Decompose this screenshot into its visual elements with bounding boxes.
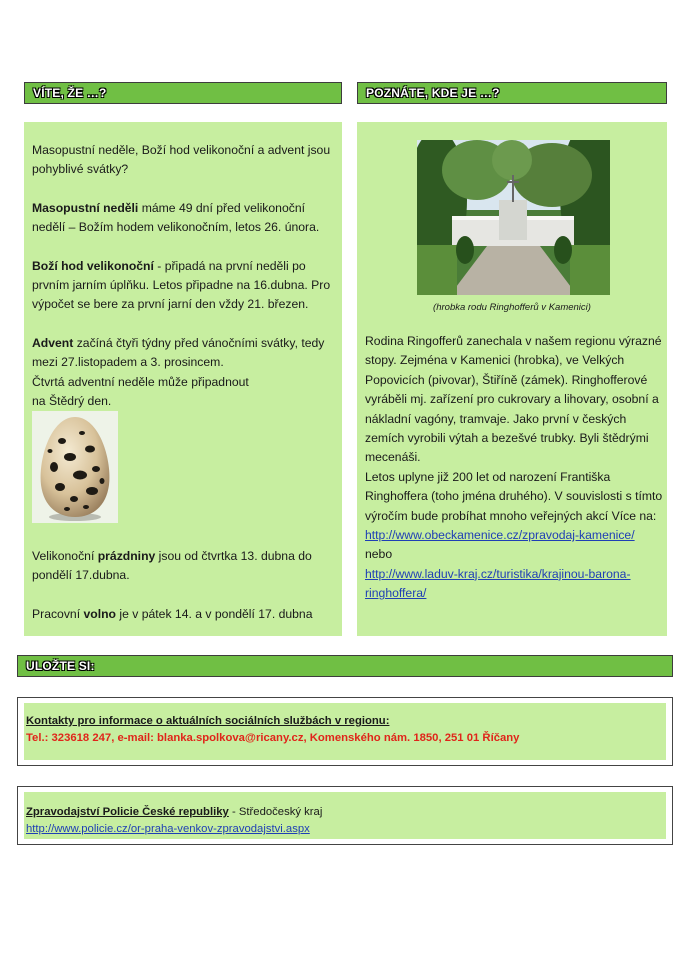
link-policie[interactable]: http://www.policie.cz/or-praha-venkov-zpravodajstvi.aspx bbox=[26, 823, 310, 835]
masopust-paragraph: Masopustní neděli máme 49 dní před velikonoční nedělí – Božím hodem velikonočním, letos 26. února. bbox=[32, 200, 320, 235]
photo-caption: (hrobka rodu Ringhofferů v Kamenici) bbox=[433, 302, 591, 313]
police-news-title: Zpravodajství Policie České republiky - Středočeský kraj bbox=[26, 806, 323, 818]
tomb-photo bbox=[417, 140, 610, 295]
social-services-title: Kontakty pro informace o aktuálních sociálních službách v regionu: bbox=[26, 715, 390, 727]
section-header-ulozte-si: ULOŽTE SI: bbox=[17, 655, 673, 677]
link-laduv-kraj[interactable]: http://www.laduv-kraj.cz/turistika/krajinou-barona-ringhoffera/ bbox=[365, 566, 631, 601]
social-services-box bbox=[17, 697, 673, 766]
social-services-contact: Tel.: 323618 247, e-mail: blanka.spolkova@ricany.cz, Komenského nám. 1850, 251 01 Říčany bbox=[26, 732, 520, 744]
advent-line-3: na Štědrý den. bbox=[32, 394, 112, 409]
quail-egg-image bbox=[32, 411, 118, 523]
advent-line-2: Čtvrtá adventní neděle může připadnout bbox=[32, 374, 249, 389]
holidays-paragraph: Velikonoční prázdniny jsou od čtvrtka 13. dubna do pondělí 17.dubna. bbox=[32, 548, 312, 583]
right-panel bbox=[357, 122, 667, 636]
link-obec-kamenice[interactable]: http://www.obeckamenice.cz/zpravodaj-kamenice/ bbox=[365, 528, 635, 543]
day-off-paragraph: Pracovní volno je v pátek 14. a v pondělí 17. dubna bbox=[32, 606, 313, 621]
ringhoffer-text: Rodina Ringofferů zanechala v našem regionu výrazné stopy. Zejména v Kamenici (hrobka), ve Velkých Popovicích (pivovar), Štiříně (zámek). Ringhofferové vyráběli mj. zařízení pro cukrovary a lihovary, osobní a nákladní vagóny, tramvaje. Jako první v českých zemích vyrobili výtah a bezešvé trubky. Byli štědrými mecenáši. bbox=[365, 334, 662, 465]
left-panel bbox=[24, 122, 342, 636]
section-header-poznate-kde-je: POZNÁTE, KDE JE …? bbox=[357, 82, 667, 104]
section-header-vite-ze: VÍTE, ŽE …? bbox=[24, 82, 342, 104]
bozi-hod-paragraph: Boží hod velikonoční - připadá na první neděli po prvním jarním úplňku. Letos připadne na 16.dubna. Pro výpočet se bere za první jarní den vždy 21. březen. bbox=[32, 258, 331, 312]
anniversary-text: Letos uplyne již 200 let od narození Františka Ringhoffera (toho jména druhého). V souvislosti s tímto výročím bude probíhat mnoho veřejných akcí Více na: bbox=[365, 469, 663, 523]
police-news-box bbox=[17, 786, 673, 845]
intro-text: Masopustní neděle, Boží hod velikonoční a advent jsou pohyblivé svátky? bbox=[32, 143, 331, 177]
or-text: nebo bbox=[365, 547, 393, 562]
advent-paragraph: Advent začíná čtyři týdny před vánočními svátky, tedy mezi 27.listopadem a 3. prosincem. bbox=[32, 335, 325, 370]
